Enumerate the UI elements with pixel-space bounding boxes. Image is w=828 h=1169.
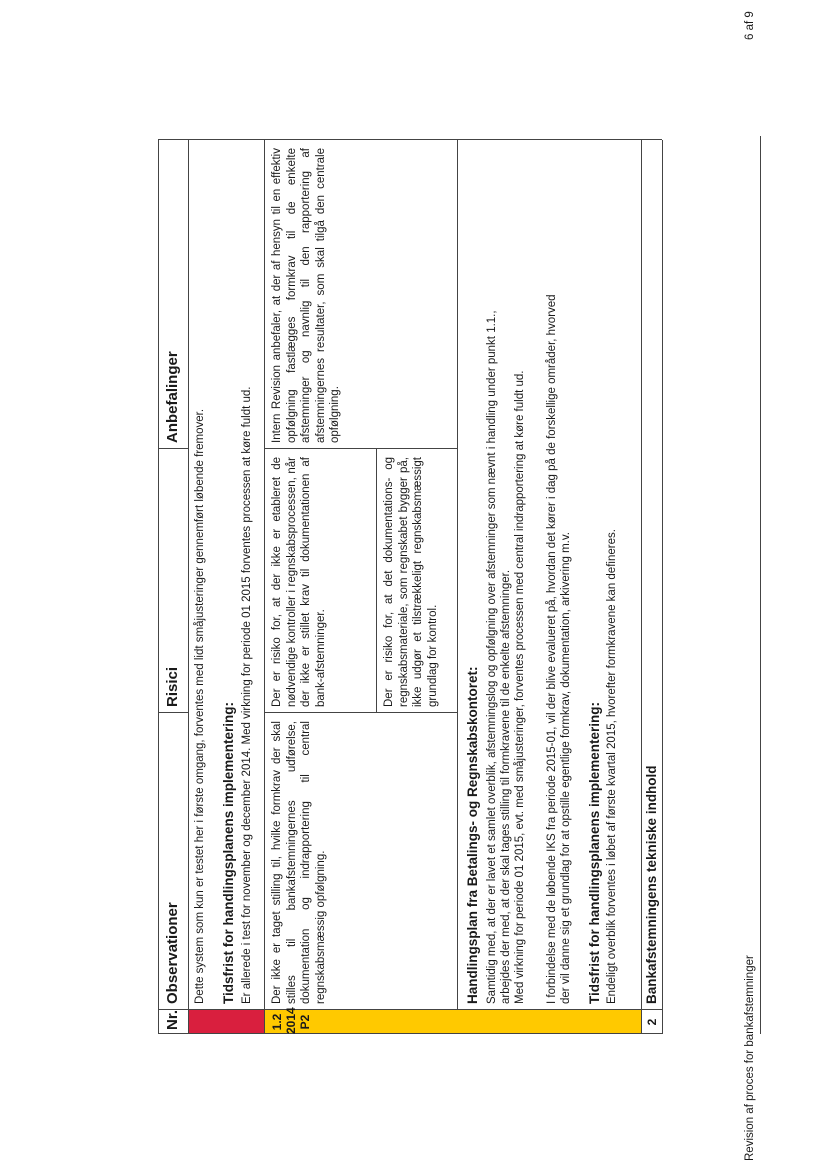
row-12-risk-1: Der er risiko for, at der ikke er etableret de nødvendige kontroller i regnskabsprocessen, når der ikke er stillet krav til dokumentationen af bank-afstemninger.: [271, 457, 327, 707]
plan-paragraph-1-line: Med virkning for periode 01 2015, evt. med småjusteringer, forventes processen med central indrapportering at køre fuldt ud.: [514, 370, 526, 1004]
row-12-number-line: 2014: [284, 1007, 298, 1034]
plan-title: Handlingsplan fra Betalings- og Regnskabskontoret:: [465, 666, 480, 1004]
red-row-deadline-title: Tidsfrist for handlingsplanens implementering:: [221, 701, 236, 1004]
plan-paragraph-1-line: arbejdes der med, at der skal tages stilling til formkravene til de enkelte afstemninger.: [500, 569, 512, 1004]
red-row-deadline-text: Er allerede i test for november og december 2014. Med virkning for periode 01 2015 forventes processen at køre fuldt ud.: [241, 386, 253, 1004]
row-12-recommendation: Intern Revision anbefaler, at der af hensyn til en effektiv opfølgning fastlægges formkrav til de enkelte afstemninger og navnlig til den rapportering af afstemningernes resultater, som skal tilgå den centrale opfølgning.: [271, 148, 341, 443]
footer-left: Revision af proces for bankafstemninger: [744, 955, 756, 1161]
row-12-risk-2: Der er risiko for, at det dokumentations- og regnskabsmateriale, som regnskabet bygger på, ikke udgør et tilstrækkeligt regnskabsmæssigt grundlag for kontrol.: [383, 457, 439, 707]
header-risici: Risici: [164, 666, 181, 707]
plan-deadline-title: Tidsfrist for handlingsplanens implementering:: [587, 701, 602, 1004]
header-anbefalinger: Anbefalinger: [164, 351, 181, 443]
plan-paragraph-1-line: Samtidig med, at der er lavet et samlet overblik, afstemningslog og opfølgning over afstemninger som nævnt i handling under punkt 1.1.,: [486, 310, 498, 1004]
row-2-title: Bankafstemningens tekniske indhold: [644, 765, 659, 1004]
plan-paragraph-2-line: I forbindelse med de løbende IKS fra periode 2015-01, vil der blive evalueret på, hvordan det kører i dag på de forskellige områder, hvorved: [546, 294, 558, 1004]
row-12-observation: Der ikke er taget stilling til, hvilke formkrav der skal stilles til bankafstemningernes udførelse, dokumentation og indrapportering til central regnskabsmæssig opfølgning.: [271, 721, 327, 1004]
red-row-text: Dette system som kun er testet her i første omgang, forventes med lidt småjusteringer gennemført løbende fremover.: [194, 408, 206, 1004]
footer-right: 6 af 9: [744, 11, 756, 40]
header-nr: Nr.: [164, 1009, 181, 1030]
header-observationer: Observationer: [164, 902, 181, 1004]
row-2-number: 2: [645, 1018, 659, 1026]
row-12-number-line: 1.2: [270, 1013, 284, 1031]
plan-paragraph-2-line: der vil danne sig et grundlag for at opstille egentlige formkrav, dokumentation, arkivering m.v.: [560, 532, 572, 1004]
plan-deadline-text: Endeligt overblik forventes i løbet af første kvartal 2015, hvorefter formkravene kan defineres.: [606, 529, 618, 1004]
row-12-number-line: P2: [298, 1014, 312, 1030]
